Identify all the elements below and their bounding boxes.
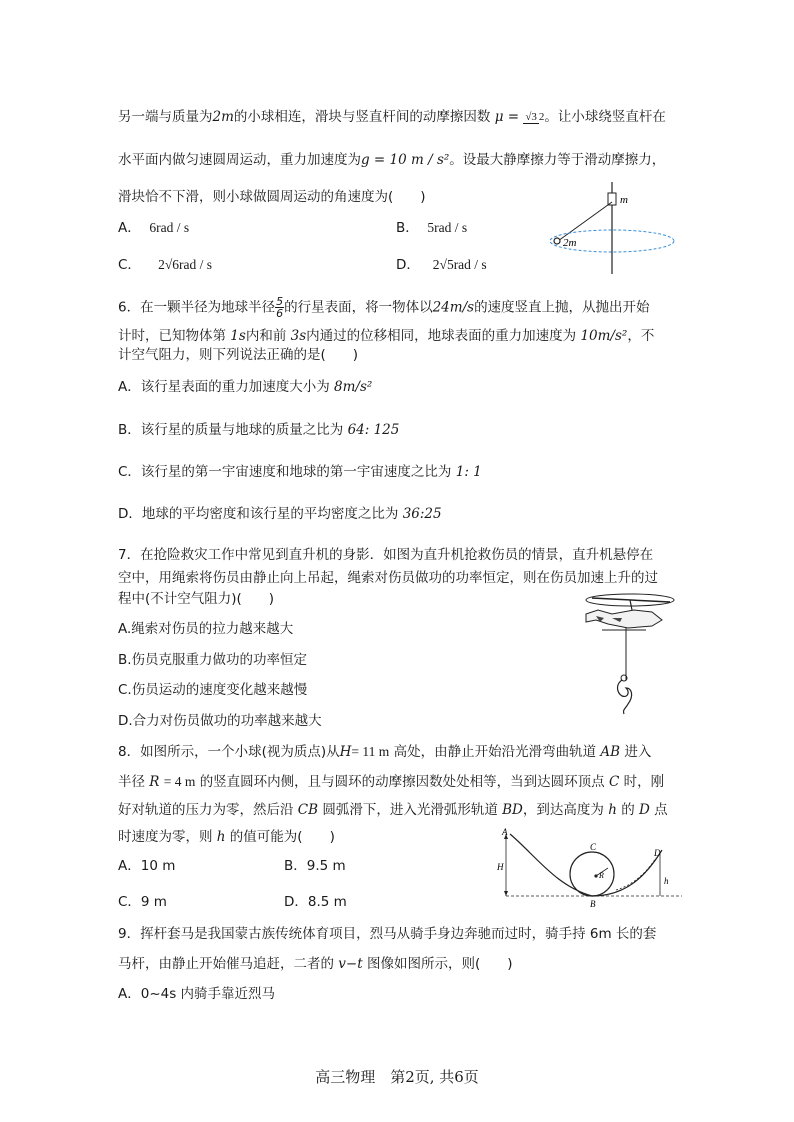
q6-option-a-value: 8m/s²: [334, 379, 373, 395]
q5-option-a: [118, 219, 189, 237]
q6-line1: [118, 296, 650, 319]
q8-line2c: 时，刚: [623, 774, 665, 790]
q8-label-H: H: [497, 862, 504, 872]
q6-option-b-value: 64: 125: [347, 422, 400, 438]
q8-line4: [118, 828, 335, 846]
helicopter-mast: [630, 600, 632, 610]
q5-g: g = 10 m / s²: [361, 152, 450, 168]
helicopter-body: [586, 610, 662, 628]
q5-mu-symbol: μ =: [494, 109, 520, 125]
q6-option-b-text: B．该行星的质量与地球的质量之比为: [118, 422, 344, 438]
q8-line3e: 点: [654, 802, 668, 818]
q6-option-c-value: 1: 1: [455, 464, 482, 480]
q7-option-a: A.绳索对伤员的拉力越来越大: [118, 621, 294, 637]
q8-option-a: A．10 m: [118, 858, 176, 874]
q9-line2: [118, 955, 513, 973]
q5-string: [558, 202, 612, 241]
q6-option-a-text: A．该行星表面的重力加速度大小为: [118, 379, 330, 395]
q9-option-a: A．0~4s 内骑手靠近烈马: [118, 986, 276, 1002]
q8-BD: BD: [502, 802, 523, 818]
q6-line1b: 的行星表面，将一物体以: [284, 299, 433, 316]
q9-line2b: 图像如图所示，则( ): [366, 956, 513, 972]
q8-line3c: ，到达高度为: [522, 802, 604, 818]
q5-option-c-value: 2√6rad / s: [158, 257, 213, 272]
q7-line3: 程中(不计空气阻力)( ): [118, 591, 275, 607]
q7-helicopter-figure: [582, 588, 682, 718]
q5-option-a-label: A．: [118, 220, 141, 236]
q5-option-b: [396, 219, 467, 237]
q5-mu-den: 2: [538, 111, 545, 123]
rescued-person: [618, 680, 632, 714]
q6-option-d-text: D．地球的平均密度和该行星的平均密度之比为: [118, 506, 399, 522]
q5-option-d: [396, 256, 487, 274]
q6-line2: [118, 327, 654, 345]
q8-R-value: = 4 m: [163, 774, 196, 789]
q8-label-R: R: [599, 871, 604, 880]
q5-option-a-value: 6rad / s: [149, 220, 190, 235]
q5-line1a: 另一端与质量为: [118, 109, 213, 125]
q6-option-b: [118, 421, 399, 439]
q8-CB: CB: [297, 802, 319, 818]
q6-line1c: 的速度竖直上抛，从抛出开始: [474, 299, 650, 316]
q6-line3: 计空气阻力，则下列说法正确的是( ): [118, 347, 359, 363]
q5-slider-block: [608, 193, 616, 205]
q8-H-arrow-bottom: [504, 891, 508, 896]
q5-line1: [118, 108, 666, 126]
q8-line1c: 进入: [624, 744, 652, 760]
q9-line1: 9．挥杆套马是我国蒙古族传统体育项目，烈马从骑手身边奔驰而过时，骑手持 6m 长的套: [118, 926, 657, 942]
q6-frac-den: 6: [276, 307, 284, 320]
q5-line1c: 。让小球绕竖直杆在: [544, 109, 666, 125]
q5-option-b-value: 5rad / s: [427, 220, 468, 235]
q8-option-c: C．9 m: [118, 894, 167, 910]
q9-line2a: 马杆，由静止开始催马追赶，二者的: [118, 956, 334, 972]
q8-C: C: [608, 774, 620, 790]
q6-option-c: [118, 463, 482, 481]
q6-line2a: 计时，已知物体第: [118, 328, 226, 344]
q8-R: R: [149, 774, 160, 790]
q8-line2b: 的竖直圆环内侧，且与圆环的动摩擦因数处处相等，当到达圆环顶点: [199, 774, 605, 790]
q5-line2a: 水平面内做匀速圆周运动，重力加速度为: [118, 152, 361, 168]
q6-line2c: 内通过的位移相同，地球表面的重力加速度为: [306, 328, 577, 344]
q5-line3: 滑块恰不下滑，则小球做圆周运动的角速度为( ): [118, 189, 426, 205]
q6-g-earth: 10m/s²: [580, 328, 628, 344]
q6-v0: 24m/s: [432, 299, 475, 316]
q8-line4b: 的值可能为( ): [229, 829, 335, 845]
q8-label-D: D: [654, 848, 661, 858]
q5-option-d-label: D．: [396, 257, 420, 273]
q8-label-B: B: [590, 899, 596, 909]
q5-label-2m: 2m: [563, 237, 577, 249]
q8-H-value: = 11 m: [351, 744, 390, 759]
q7-option-d: D.合力对伤员做功的功率越来越大: [118, 713, 322, 729]
q5-option-c: [118, 256, 212, 274]
q8-line2: [118, 773, 664, 791]
q6-option-d-value: 36:25: [402, 506, 442, 522]
q8-line1: [118, 743, 651, 761]
q7-option-b: B.伤员克服重力做功的功率恒定: [118, 652, 308, 668]
q5-ball: [554, 238, 560, 244]
q7-line2: 空中，用绳索将伤员由静止向上吊起，绳索对伤员做功的功率恒定，则在伤员加速上升的过: [118, 570, 658, 586]
q6-option-c-text: C．该行星的第一宇宙速度和地球的第一宇宙速度之比为: [118, 464, 452, 480]
q5-mu-fraction: [523, 111, 544, 123]
q8-line4a: 时速度为零，则: [118, 829, 213, 845]
q8-dashed-path: [616, 858, 656, 890]
q6-option-d: [118, 505, 442, 523]
q5-mass: 2m: [212, 109, 234, 125]
q9-vt: v−t: [338, 956, 363, 972]
q8-line3b: 圆弧滑下，进入光滑弧形轨道: [322, 802, 498, 818]
q5-option-d-value: 2√5rad / s: [432, 257, 487, 272]
q8-H: H: [339, 744, 352, 760]
helicopter-rotor-blade: [592, 598, 670, 602]
q6-t3: 3s: [290, 328, 307, 344]
q5-line2: [118, 151, 665, 169]
page-footer: 高三物理 第2页, 共6页: [315, 1068, 479, 1086]
q6-option-a: [118, 378, 372, 396]
q6-fraction: [275, 296, 284, 319]
q8-track-figure: [496, 826, 686, 912]
q8-AB: AB: [600, 744, 621, 760]
q8-line2a: 半径: [118, 774, 145, 790]
q8-h-2: h: [216, 829, 226, 845]
q5-option-c-label: C．: [118, 257, 141, 273]
q6-line2b: 内和前: [245, 328, 287, 344]
q7-option-c: C.伤员运动的速度变化越来越慢: [118, 682, 308, 698]
q5-label-m: m: [620, 194, 628, 206]
q8-D: D: [638, 802, 650, 818]
q8-label-A: A: [502, 827, 508, 837]
q8-line3: [118, 801, 668, 819]
q6-frac-num: 5: [276, 295, 284, 308]
q8-circular-loop: [570, 852, 614, 896]
q5-figure: [548, 180, 688, 280]
q7-line1: 7．在抢险救灾工作中常见到直升机的身影．如图为直升机抢救伤员的情景，直升机悬停在: [118, 547, 654, 563]
q8-label-C: C: [590, 842, 597, 852]
q8-line1b: 高处，由静止开始沿光滑弯曲轨道: [393, 744, 597, 760]
q6-t1: 1s: [230, 328, 246, 344]
q8-option-d: D．8.5 m: [284, 894, 347, 910]
q6-line1a: 6．在一颗半径为地球半径: [118, 299, 276, 316]
q5-line2b: 。设最大静摩擦力等于滑动摩擦力，: [449, 152, 666, 168]
q5-option-b-label: B．: [396, 220, 419, 236]
q8-line3d: 的: [621, 802, 635, 818]
q8-curved-track-AB: [510, 834, 592, 896]
q8-option-b: B．9.5 m: [284, 858, 346, 874]
q6-line2d: ，不: [627, 328, 655, 344]
q5-line1b: 的小球相连，滑块与竖直杆间的动摩擦因数: [233, 109, 491, 125]
q8-h: h: [608, 802, 617, 818]
q5-mu-num: √3: [525, 111, 537, 123]
q8-label-h: h: [664, 876, 669, 886]
q8-line3a: 好对轨道的压力为零，然后沿: [118, 802, 294, 818]
q8-line1a: 8．如图所示，一个小球(视为质点)从: [118, 744, 340, 760]
